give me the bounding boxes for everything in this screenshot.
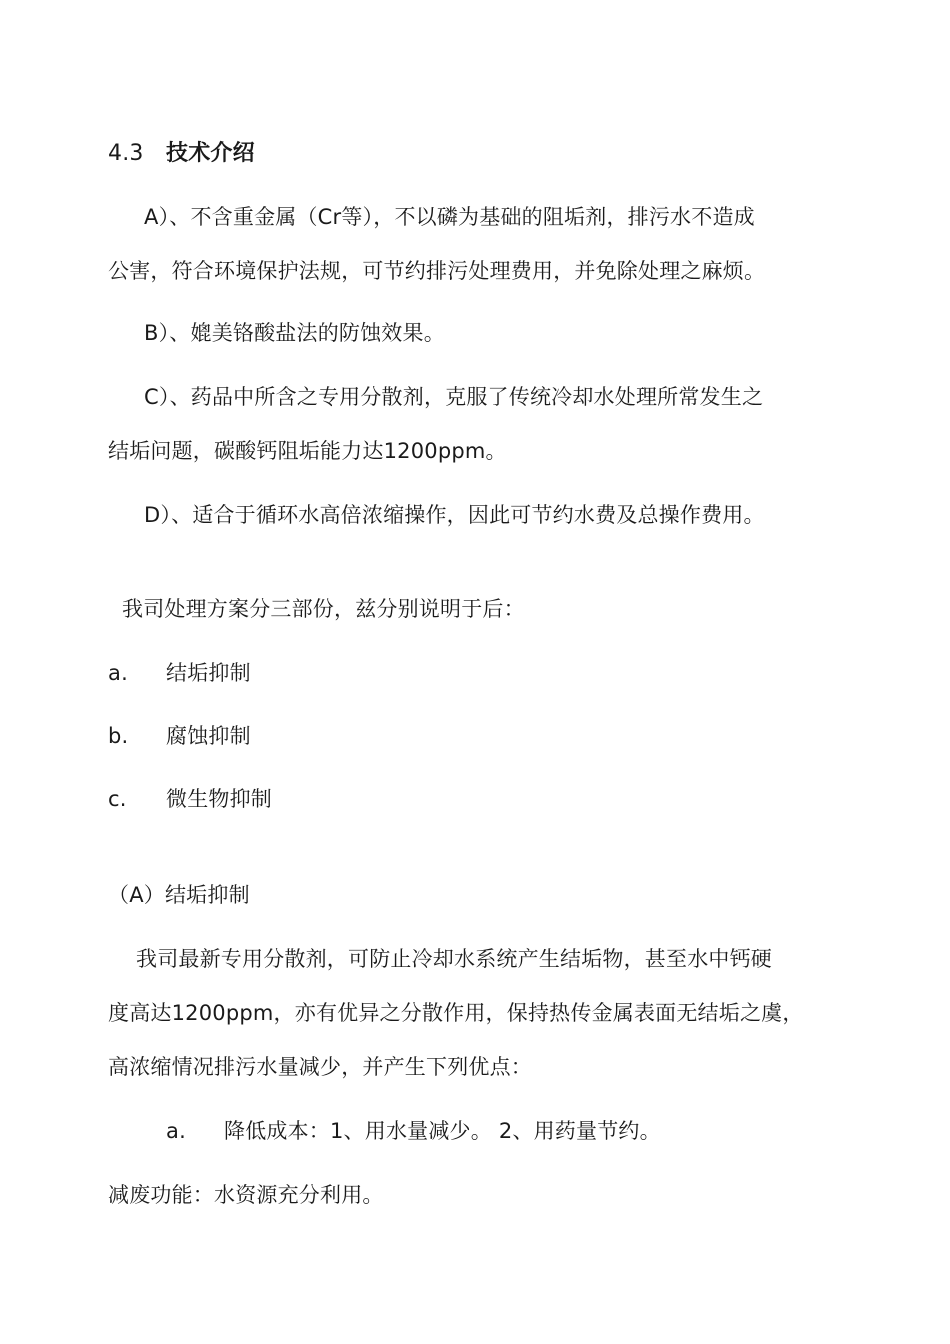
benefit-text: 降低成本：1、用水量减少。 2、用药量节约。 xyxy=(224,1119,661,1143)
list-item xyxy=(108,721,838,751)
section-title: 技术介绍 xyxy=(166,141,255,166)
feature-c-line1: C）、药品中所含之专用分散剂，克服了传统冷却水处理所常发生之 xyxy=(144,385,764,409)
section-number: 4.3 xyxy=(108,141,144,166)
list-marker: c. xyxy=(108,787,127,811)
feature-b-line1: B）、媲美铬酸盐法的防蚀效果。 xyxy=(144,321,445,345)
list-label: 腐蚀抑制 xyxy=(166,724,251,748)
list-item xyxy=(108,784,838,814)
list-label: 微生物抑制 xyxy=(166,787,272,811)
benefit-marker: a. xyxy=(166,1119,186,1143)
subsection-para-line1: 我司最新专用分散剂，可防止冷却水系统产生结垢物，甚至水中钙硬 xyxy=(136,947,772,971)
subsection-title: （A）结垢抑制 xyxy=(108,883,250,907)
subsection-para-line2: 度高达1200ppm，亦有优异之分散作用，保持热传金属表面无结垢之虞， xyxy=(108,1001,804,1025)
feature-a-line2: 公害，符合环境保护法规，可节约排污处理费用，并免除处理之麻烦。 xyxy=(108,259,766,283)
list-marker: b. xyxy=(108,724,129,748)
list-label: 结垢抑制 xyxy=(166,661,251,685)
list-item xyxy=(108,658,838,688)
last-line: 减废功能：水资源充分利用。 xyxy=(108,1183,384,1207)
benefit-item xyxy=(166,1116,896,1146)
list-marker: a. xyxy=(108,661,128,685)
feature-a-line1: A）、不含重金属（Cr等），不以磷为基础的阻垢剂，排污水不造成 xyxy=(144,205,755,229)
feature-c-line2: 结垢问题，碳酸钙阻垢能力达1200ppm。 xyxy=(108,439,507,463)
intro-text: 我司处理方案分三部份，兹分别说明于后： xyxy=(122,597,525,621)
feature-d-line1: D）、适合于循环水高倍浓缩操作，因此可节约水费及总操作费用。 xyxy=(144,503,765,527)
subsection-para-line3: 高浓缩情况排污水量减少，并产生下列优点： xyxy=(108,1055,532,1079)
section-heading xyxy=(108,139,838,169)
